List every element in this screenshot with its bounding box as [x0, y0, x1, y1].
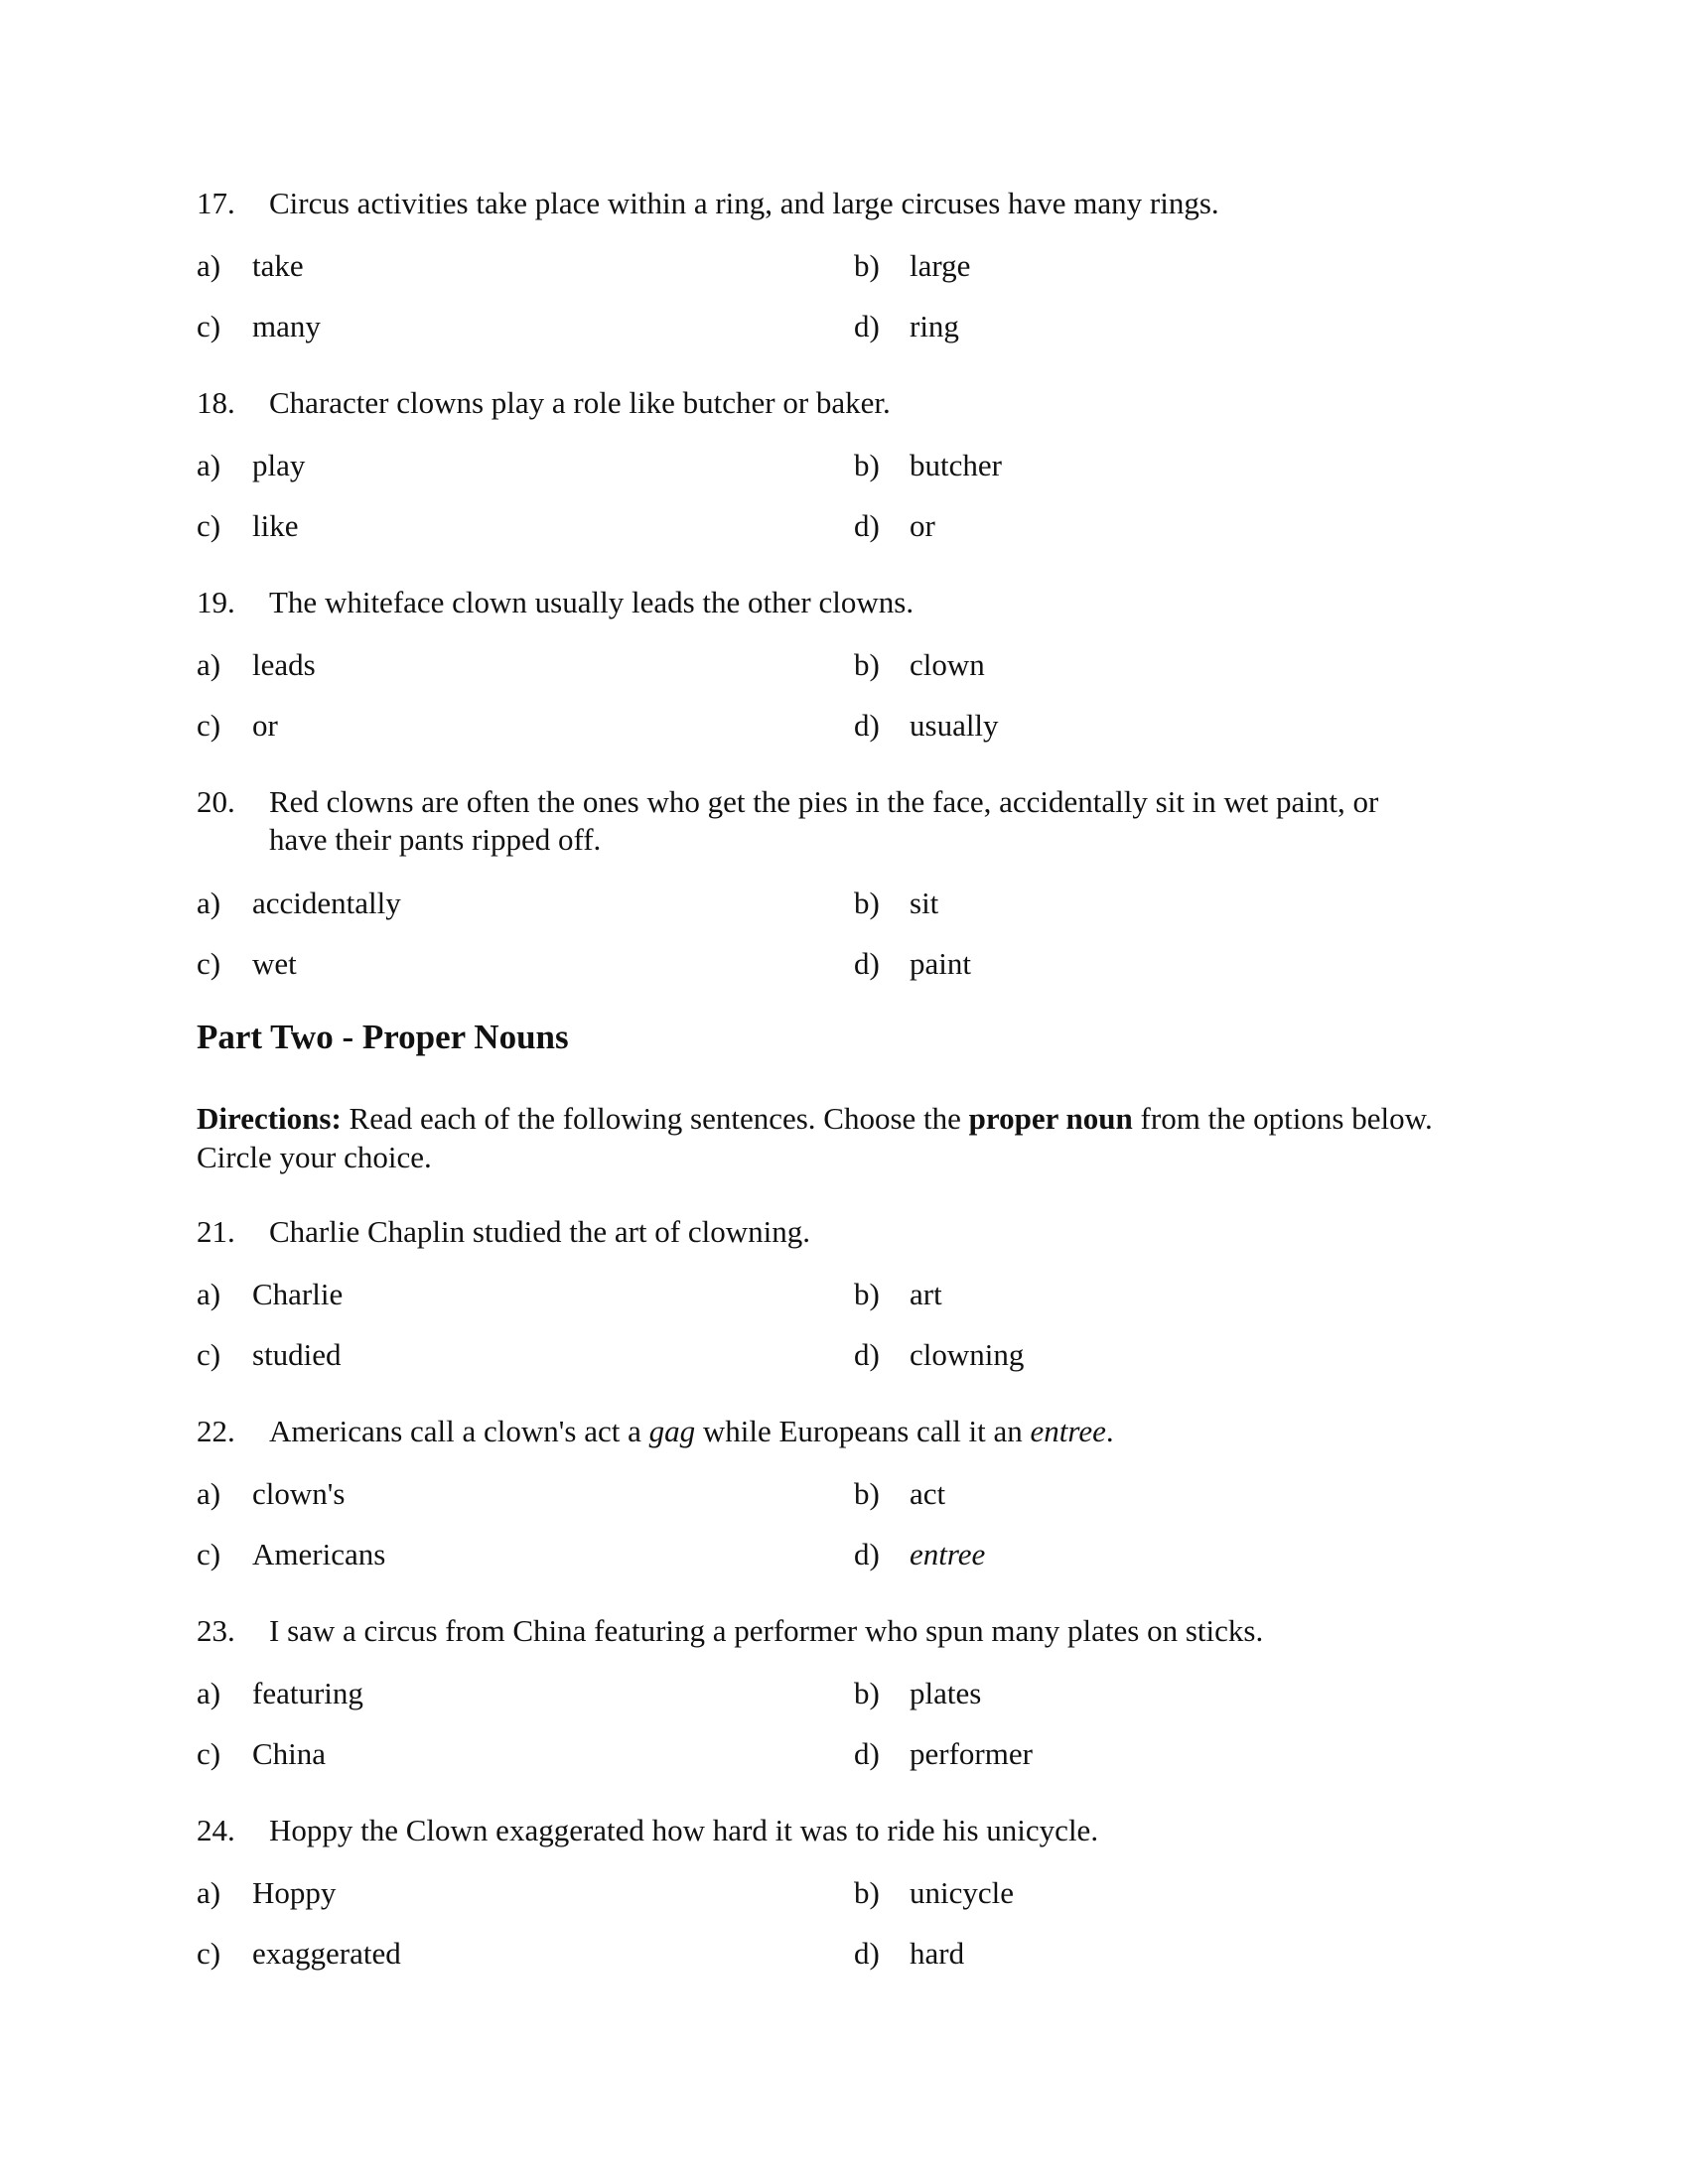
option-d[interactable]	[854, 1935, 964, 1973]
question-23	[197, 1612, 1263, 1650]
option-text: sit	[910, 886, 939, 920]
option-a[interactable]	[197, 247, 304, 285]
question-number: 18.	[197, 385, 235, 420]
option-letter: b)	[854, 1875, 880, 1910]
option-letter: b)	[854, 647, 880, 682]
option-text: unicycle	[910, 1875, 1015, 1910]
option-letter: d)	[854, 1537, 880, 1571]
option-text: clowning	[910, 1337, 1025, 1372]
option-text: Americans	[252, 1537, 386, 1571]
option-d[interactable]	[854, 945, 971, 983]
option-c[interactable]	[197, 945, 297, 983]
option-letter: c)	[197, 508, 221, 543]
question-20	[197, 783, 1378, 821]
question-24	[197, 1812, 1098, 1849]
option-text: clown's	[252, 1476, 346, 1511]
question-21	[197, 1213, 810, 1251]
option-b[interactable]	[854, 1276, 942, 1313]
option-b[interactable]	[854, 247, 970, 285]
option-c[interactable]	[197, 1336, 342, 1374]
option-a[interactable]	[197, 646, 316, 684]
option-letter: b)	[854, 248, 880, 283]
option-letter: b)	[854, 448, 880, 482]
option-b[interactable]	[854, 885, 938, 922]
option-letter: d)	[854, 946, 880, 981]
question-text: Red clowns are often the ones who get the pies in the face, accidentally sit in wet paint, or	[269, 784, 1379, 819]
directions-text-before: Read each of the following sentences. Choose the	[341, 1101, 969, 1136]
option-letter: b)	[854, 886, 880, 920]
option-letter: d)	[854, 1736, 880, 1771]
option-letter: c)	[197, 1736, 221, 1771]
option-a[interactable]	[197, 1276, 343, 1313]
option-b[interactable]	[854, 447, 1002, 484]
question-text: Circus activities take place within a ring, and large circuses have many rings.	[269, 186, 1219, 220]
option-a[interactable]	[197, 1874, 336, 1912]
option-letter: a)	[197, 1875, 221, 1910]
option-c[interactable]	[197, 308, 321, 345]
option-letter: a)	[197, 448, 221, 482]
option-text: hard	[910, 1936, 965, 1971]
option-text: China	[252, 1736, 327, 1771]
option-text: or	[252, 708, 278, 743]
option-text: many	[252, 309, 321, 343]
option-b[interactable]	[854, 1874, 1014, 1912]
question-text: Americans call a clown's act a	[269, 1414, 649, 1448]
option-d[interactable]	[854, 707, 999, 745]
option-letter: a)	[197, 647, 221, 682]
directions	[197, 1099, 1507, 1176]
option-letter: c)	[197, 1936, 221, 1971]
option-b[interactable]	[854, 646, 985, 684]
directions-label: Directions:	[197, 1101, 342, 1136]
question-number: 20.	[197, 784, 235, 819]
question-19	[197, 584, 914, 621]
option-c[interactable]	[197, 1735, 326, 1773]
option-text: Hoppy	[252, 1875, 337, 1910]
option-a[interactable]	[197, 447, 305, 484]
option-letter: c)	[197, 309, 221, 343]
question-17	[197, 185, 1219, 222]
option-letter: d)	[854, 708, 880, 743]
option-b[interactable]	[854, 1475, 945, 1513]
question-number: 21.	[197, 1214, 235, 1249]
option-text: exaggerated	[252, 1936, 401, 1971]
option-a[interactable]	[197, 1675, 363, 1712]
option-c[interactable]	[197, 1536, 385, 1573]
option-d[interactable]	[854, 1536, 985, 1573]
directions-text-after: from the options below. Circle your choice.	[197, 1101, 1433, 1174]
option-text: or	[910, 508, 935, 543]
option-letter: c)	[197, 946, 221, 981]
option-text: featuring	[252, 1676, 363, 1710]
option-text: play	[252, 448, 306, 482]
question-text: Hoppy the Clown exaggerated how hard it was to ride his unicycle.	[269, 1813, 1099, 1847]
option-a[interactable]	[197, 1475, 345, 1513]
option-text: ring	[910, 309, 959, 343]
option-letter: b)	[854, 1277, 880, 1311]
option-text: wet	[252, 946, 297, 981]
option-text: Charlie	[252, 1277, 344, 1311]
option-letter: d)	[854, 1936, 880, 1971]
option-letter: d)	[854, 309, 880, 343]
option-text: clown	[910, 647, 985, 682]
question-number: 23.	[197, 1613, 235, 1648]
question-text: .	[1105, 1414, 1114, 1448]
option-letter: d)	[854, 508, 880, 543]
question-text: Charlie Chaplin studied the art of clowning.	[269, 1214, 810, 1249]
option-letter: d)	[854, 1337, 880, 1372]
question-text-italic: gag	[648, 1414, 696, 1448]
option-letter: a)	[197, 886, 221, 920]
option-letter: a)	[197, 1676, 221, 1710]
option-d[interactable]	[854, 1735, 1033, 1773]
option-text: large	[910, 248, 971, 283]
section-heading: Part Two - Proper Nouns	[197, 1018, 569, 1056]
option-text: studied	[252, 1337, 342, 1372]
option-text: paint	[910, 946, 971, 981]
question-text: I saw a circus from China featuring a performer who spun many plates on sticks.	[269, 1613, 1264, 1648]
option-letter: c)	[197, 1337, 221, 1372]
option-letter: b)	[854, 1476, 880, 1511]
option-text: art	[910, 1277, 942, 1311]
question-text: The whiteface clown usually leads the other clowns.	[269, 585, 914, 619]
option-text: plates	[910, 1676, 982, 1710]
option-a[interactable]	[197, 885, 401, 922]
option-d[interactable]	[854, 308, 959, 345]
option-letter: a)	[197, 248, 221, 283]
option-text: act	[910, 1476, 946, 1511]
option-text: usually	[910, 708, 999, 743]
option-letter: c)	[197, 708, 221, 743]
option-c[interactable]	[197, 507, 299, 545]
directions-emphasis: proper noun	[968, 1101, 1133, 1136]
option-c[interactable]	[197, 707, 278, 745]
question-number: 17.	[197, 186, 235, 220]
question-text-italic: entree	[1030, 1414, 1106, 1448]
option-d[interactable]	[854, 1336, 1024, 1374]
option-letter: c)	[197, 1537, 221, 1571]
option-text: like	[252, 508, 299, 543]
option-b[interactable]	[854, 1675, 981, 1712]
question-text: while Europeans call it an	[695, 1414, 1031, 1448]
option-text: take	[252, 248, 304, 283]
question-text-continued: have their pants ripped off.	[269, 822, 602, 857]
option-text: entree	[910, 1537, 986, 1571]
option-text: leads	[252, 647, 316, 682]
option-letter: b)	[854, 1676, 880, 1710]
option-letter: a)	[197, 1476, 221, 1511]
option-d[interactable]	[854, 507, 935, 545]
option-c[interactable]	[197, 1935, 401, 1973]
question-22	[197, 1413, 1114, 1450]
question-number: 24.	[197, 1813, 235, 1847]
option-letter: a)	[197, 1277, 221, 1311]
question-text: Character clowns play a role like butcher or baker.	[269, 385, 891, 420]
option-text: butcher	[910, 448, 1002, 482]
option-text: performer	[910, 1736, 1033, 1771]
question-18	[197, 384, 891, 422]
question-number: 19.	[197, 585, 235, 619]
option-text: accidentally	[252, 886, 401, 920]
question-number: 22.	[197, 1414, 235, 1448]
